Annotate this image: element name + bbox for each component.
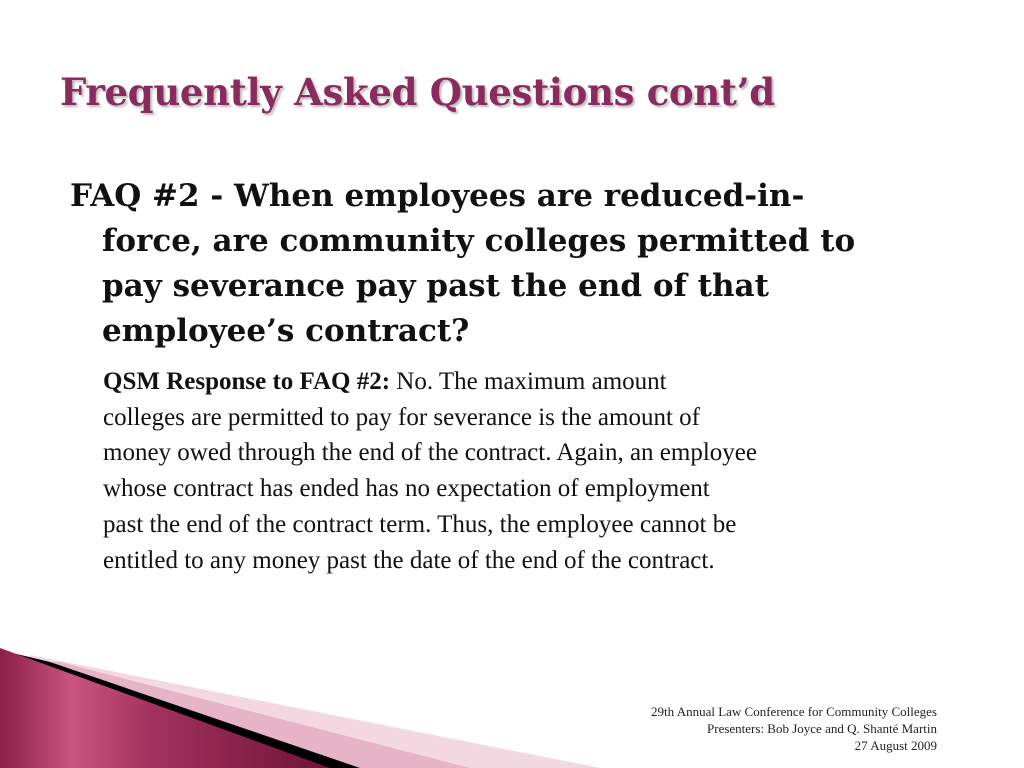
faq-question-line: FAQ #2 - When employees are reduced-in- <box>70 178 805 214</box>
faq-question-line: employee’s contract? <box>102 313 470 349</box>
faq-question-line: pay severance pay past the end of that <box>102 268 769 304</box>
answer-lead-label: QSM Response to FAQ #2: <box>103 368 391 395</box>
slide-footer <box>651 703 937 754</box>
faq-answer-line: whose contract has ended has no expectation of employment <box>103 475 710 503</box>
footer-conference: 29th Annual Law Conference for Community Colleges <box>651 704 937 719</box>
faq-answer <box>103 364 983 578</box>
footer-date: 27 August 2009 <box>854 738 937 753</box>
faq-answer-line: colleges are permitted to pay for severance is the amount of <box>103 403 700 431</box>
footer-presenters: Presenters: Bob Joyce and Q. Shanté Martin <box>707 721 937 736</box>
answer-text: No. The maximum amount <box>390 368 667 395</box>
slide-title: Frequently Asked Questions cont’d <box>60 70 775 114</box>
faq-answer-line: past the end of the contract term. Thus, the employee cannot be <box>103 510 737 538</box>
faq-answer-line <box>103 364 983 400</box>
faq-answer-line: entitled to any money past the date of the end of the contract. <box>103 546 715 574</box>
faq-question <box>70 174 960 354</box>
faq-question-line: force, are community colleges permitted to <box>102 223 856 259</box>
faq-answer-line: money owed through the end of the contract. Again, an employee <box>103 439 757 467</box>
